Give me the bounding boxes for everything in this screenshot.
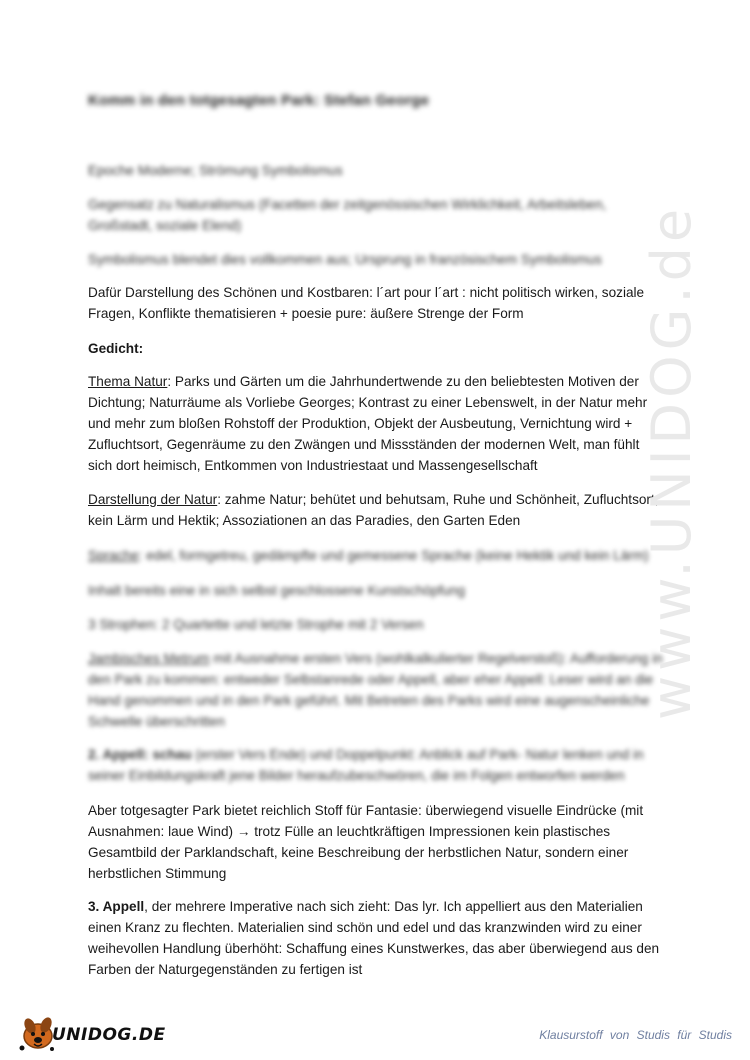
paragraph-metrum [88,648,663,732]
sprache-text: : edel, formgetreu, gedämpfte und gemessene Sprache (keine Hektik und kein Lärm) [138,548,649,563]
paragraph-darstellung [88,489,663,531]
logo-text: UNIDOG.DE [52,1025,166,1045]
appell-3-text: , der mehrere Imperative nach sich zieht: Das lyr. Ich appelliert aus den Materialien einen Kranz zu flechten. Materialien sind schön und edel und das kranzwinden wird zu einer weihevollen Handlung überhöht: Schaffung eines Kunstwerkes, das aber überwiegend aus den Farben der Naturgegenständen zu fertigen ist [88,899,660,977]
paragraph-inhalt: Inhalt bereits eine in sich selbst geschlossene Kunstschöpfung [88,583,466,598]
intro-line-epoche: Epoche Moderne; Strömung Symbolismus [88,163,343,178]
paragraph-dafuer: Dafür Darstellung des Schönen und Kostbaren: l´art pour l´art : nicht politisch wirken, soziale Fragen, Konflikte thematisieren + poesie pure: äußere Strenge der Form [88,285,645,321]
darstellung-label: Darstellung der Natur [88,492,218,507]
paragraph-appell-3 [88,896,663,980]
paragraph-sprache [88,545,663,566]
heading-gedicht: Gedicht: [88,341,144,356]
paragraph-strophen: 3 Strophen: 2 Quartette und letzte Strophe mit 2 Versen [88,617,424,632]
paragraph-appell-2 [88,744,663,786]
document-title: Komm in den totgesagten Park: Stefan George [88,92,430,109]
appell-3-label: 3. Appell [88,899,145,914]
sprache-label: Sprache [88,548,139,563]
appell-2-label: 2. Appell: schau [88,747,192,762]
thema-natur-text: : Parks und Gärten um die Jahrhundertwende zu den beliebtesten Motiven der Dichtung; Naturräume als Vorliebe Georges; Kontrast zu einer Lebenswelt, in der Natur mehr und mehr zum bloßen Rohstoff der Produktion, Objekt der Ausbeutung, Vernichtung wird + Zufluchtsort, Gegenräume zu den Zwängen und Missständen der modernen Welt, man fühlt sich dort heimisch, Entkommen von Industriestaat und Massengesellschaft [88,374,648,473]
footer-tagline: Klausurstoff von Studis für Studis [539,1028,732,1042]
paragraph-aber: Aber totgesagter Park bietet reichlich Stoff für Fantasie: überwiegend visuelle Eindrücke (mit Ausnahmen: laue Wind) → trotz Fülle an leuchtkräftigen Impressionen kein plastisches Gesamtbild der Parklandschaft, keine Beschreibung der herbstlichen Natur, sondern einer herbstlichen Stimmung [88,803,644,881]
appell-2-text: (erster Vers Ende) und Doppelpunkt: Anblick auf Park- Natur lenken und in seiner Einbildungskraft jene Bilder heraufzubeschwören, die im Folgen entworfen werden [88,747,644,783]
darstellung-text: : zahme Natur; behütet und behutsam, Ruhe und Schönheit, Zufluchtsort, kein Lärm und Hektik; Assoziationen an das Paradies, den Garten Eden [88,492,659,528]
metrum-text: mit Ausnahme ersten Vers (wohlkalkulierter Regelverstoß): Aufforderung in den Park zu kommen: entweder Selbstanrede oder Appell, aber eher Appell: Leser wird an die Hand genommen und in den Park geführt. Mit Betreten des Parks wird eine augenscheinliche Schwelle überschritten [88,651,663,729]
intro-line-gegensatz: Gegensatz zu Naturalismus (Facetten der zeitgenössischen Wirklichkeit, Arbeitsleben, Großstadt, soziale Elend) [88,197,607,233]
thema-natur-label: Thema Natur [88,374,168,389]
paragraph-thema-natur [88,371,663,476]
metrum-label: Jambisches Metrum [88,651,210,666]
watermark-text: www.UNIDOG.de [640,203,703,720]
intro-line-symbolismus: Symbolismus blendet dies vollkommen aus; Ursprung in französischem Symbolismus [88,252,602,267]
